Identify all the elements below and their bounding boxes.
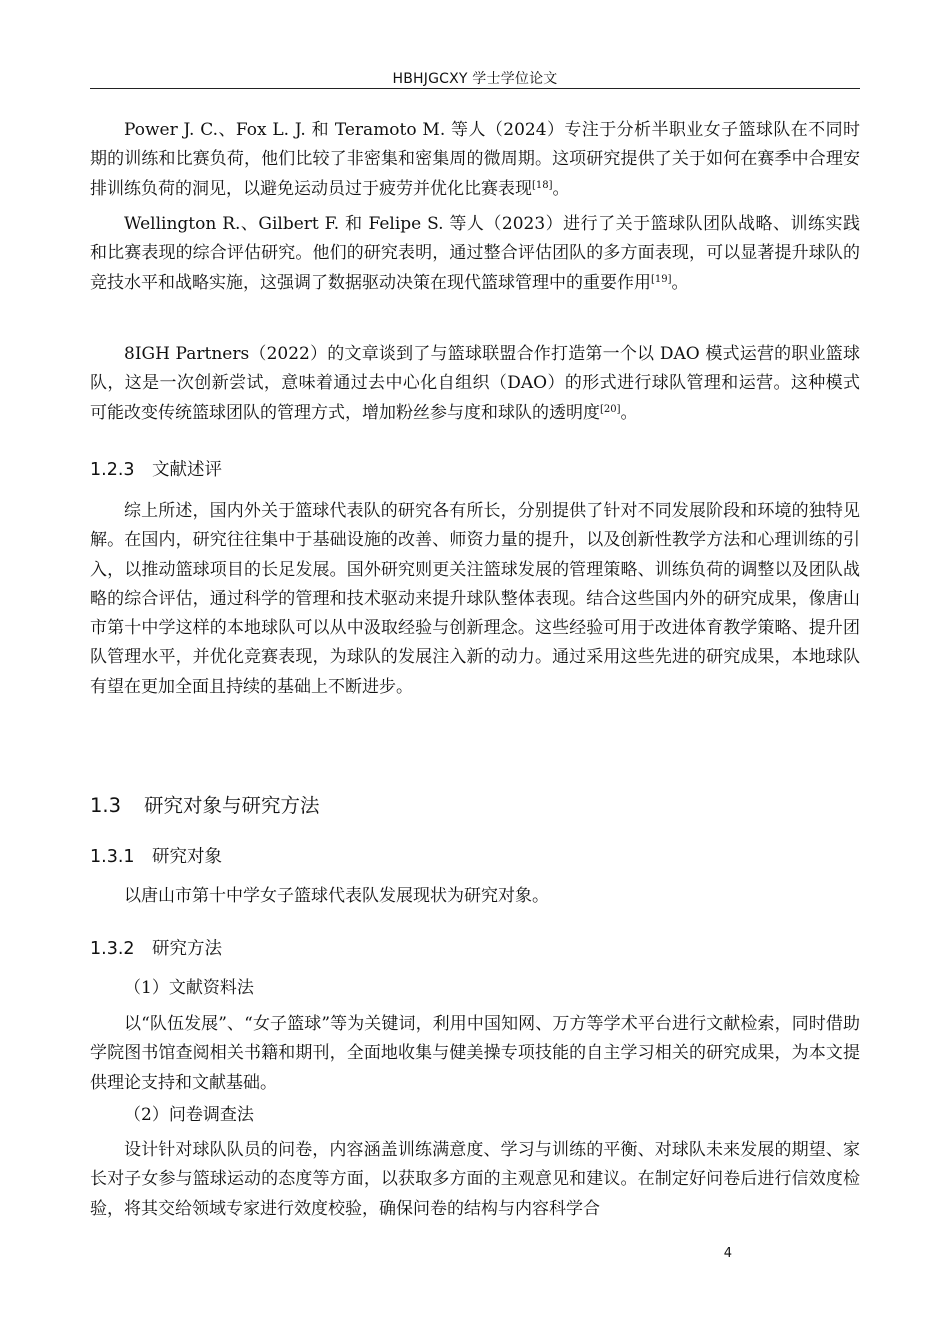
- heading-title: 文献述评: [152, 460, 222, 480]
- paragraph-end: 。: [671, 272, 689, 293]
- paragraph-research-object: [90, 882, 860, 911]
- running-header: HBHJGCXY 学士学位论文: [392, 71, 558, 87]
- citation-ref[interactable]: [19]: [651, 273, 672, 285]
- section-heading-1-3-1: [90, 843, 222, 868]
- citation-ref[interactable]: [20]: [600, 403, 621, 415]
- page-number: 4: [723, 1246, 732, 1261]
- header-rule: [90, 88, 860, 89]
- paragraph-text: 以“队伍发展”、“女子篮球”等为关键词，利用中国知网、万方等学术平台进行文献检索，同时借助学院图书馆查阅相关书籍和期刊，全面地收集与健美操专项技能的自主学习相关的研究成果，为本文提供理论支持和文献基础。: [90, 1014, 860, 1093]
- paragraph-text: 设计针对球队队员的问卷，内容涵盖训练满意度、学习与训练的平衡、对球队未来发展的期望、家长对子女参与篮球运动的态度等方面，以获取多方面的主观意见和建议。在制定好问卷后进行信效度检验，将其交给领域专家进行效度校验，确保问卷的结构与内容科学合: [90, 1140, 860, 1219]
- section-heading-1-3: [90, 790, 320, 818]
- heading-number: 1.3.1: [90, 847, 135, 867]
- paragraph-wellington: [90, 210, 860, 298]
- paragraph-8igh: [90, 340, 860, 428]
- paragraph-end: 。: [620, 402, 638, 423]
- paragraph-text: 以唐山市第十中学女子篮球代表队发展现状为研究对象。: [124, 886, 549, 906]
- paragraph-literature-method: [90, 1010, 860, 1098]
- paragraph-text: Wellington R.、Gilbert F. 和 Felipe S. 等人（2023）进行了关于篮球队团队战略、训练实践和比赛表现的综合评估研究。他们的研究表明，通过整合评估团队的多方面表现，可以显著提升球队的竞技水平和战略实施，这强调了数据驱动决策在现代篮球管理中的重要作用: [90, 214, 860, 293]
- section-heading-1-3-2: [90, 935, 222, 960]
- paragraph-power: [90, 116, 860, 204]
- paragraph-review: [90, 497, 860, 702]
- list-item-label: （1）文献资料法: [124, 978, 254, 998]
- paragraph-end: 。: [552, 178, 570, 199]
- heading-title: 研究对象与研究方法: [144, 794, 320, 817]
- heading-number: 1.3.2: [90, 939, 135, 959]
- paragraph-text: 综上所述，国内外关于篮球代表队的研究各有所长，分别提供了针对不同发展阶段和环境的独特见解。在国内，研究往往集中于基础设施的改善、师资力量的提升，以及创新性教学方法和心理训练的引入，以推动篮球项目的长足发展。国外研究则更关注篮球发展的管理策略、训练负荷的调整以及团队战略的综合评估，通过科学的管理和技术驱动来提升球队整体表现。结合这些国内外的研究成果，像唐山市第十中学这样的本地球队可以从中汲取经验与创新理念。这些经验可用于改进体育教学策略、提升团队管理水平，并优化竞赛表现，为球队的发展注入新的动力。通过采用这些先进的研究成果，本地球队有望在更加全面且持续的基础上不断进步。: [90, 501, 860, 697]
- list-item-label: （2）问卷调查法: [124, 1105, 254, 1125]
- heading-title: 研究对象: [152, 847, 222, 867]
- heading-title: 研究方法: [152, 939, 222, 959]
- paragraph-questionnaire-method: [90, 1136, 860, 1224]
- method-item-questionnaire: [124, 1101, 860, 1130]
- heading-number: 1.2.3: [90, 460, 135, 480]
- method-item-literature: [124, 974, 860, 1003]
- heading-number: 1.3: [90, 794, 122, 817]
- section-heading-1-2-3: [90, 456, 222, 481]
- paragraph-text: 8IGH Partners（2022）的文章谈到了与篮球联盟合作打造第一个以 DAO 模式运营的职业篮球队，这是一次创新尝试，意味着通过去中心化自组织（DAO）的形式进行球队管理和运营。这种模式可能改变传统篮球团队的管理方式，增加粉丝参与度和球队的透明度: [90, 344, 860, 423]
- citation-ref[interactable]: [18]: [532, 179, 553, 191]
- paragraph-text: Power J. C.、Fox L. J. 和 Teramoto M. 等人（2024）专注于分析半职业女子篮球队在不同时期的训练和比赛负荷，他们比较了非密集和密集周的微周期。这项研究提供了关于如何在赛季中合理安排训练负荷的洞见，以避免运动员过于疲劳并优化比赛表现: [90, 120, 860, 199]
